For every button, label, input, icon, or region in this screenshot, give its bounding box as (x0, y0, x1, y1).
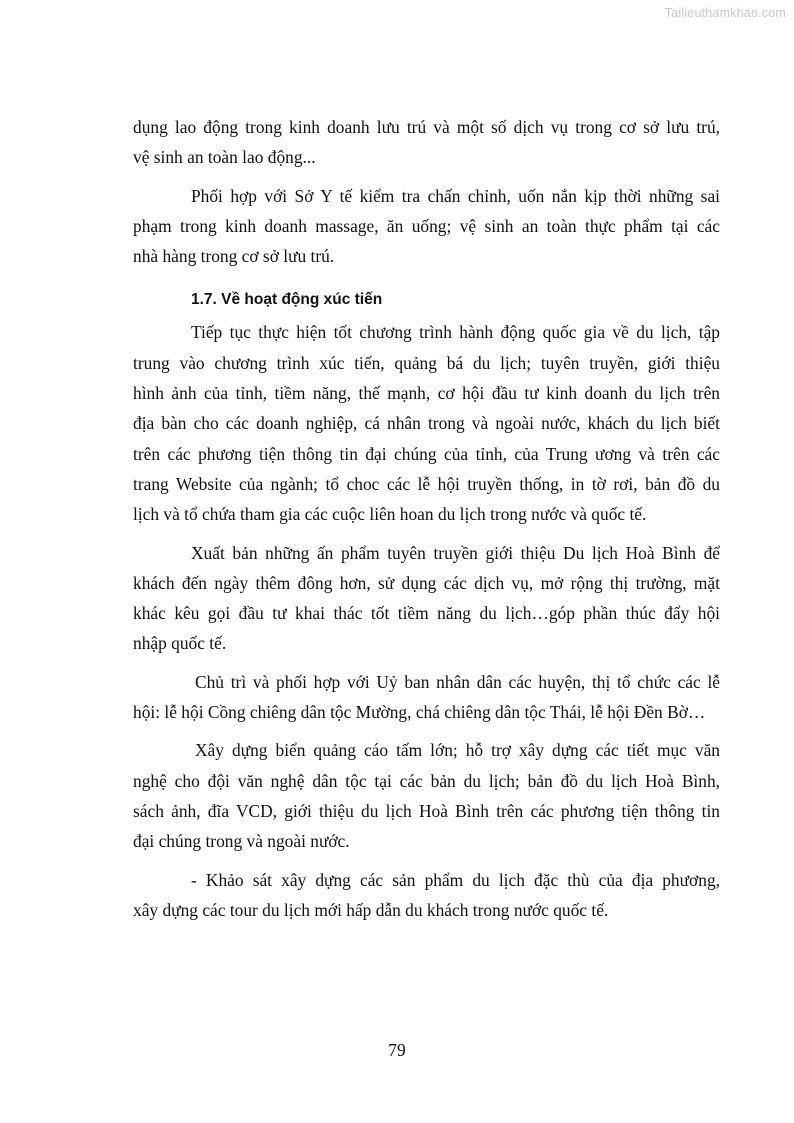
text-line: xây dựng các tour du lịch mới hấp dẫn du khách trong nước quốc tế. (133, 899, 609, 920)
text-line: trên các phương tiện thông tin đại chúng của tỉnh, của Trung ương và trên các (133, 443, 720, 464)
document-body (133, 112, 720, 925)
text-line: khác kêu gọi đầu tư khai thác tốt tiềm năng du lịch…góp phần thúc đẩy hội (133, 603, 720, 624)
text-line: Xây dựng biển quảng cáo tấm lớn; hỗ trợ xây dựng các tiết mục văn (195, 740, 720, 761)
text-line: khách đến ngày thêm đông hơn, sử dụng các dịch vụ, mở rộng thị trường, mặt (133, 572, 720, 593)
text-line: vệ sinh an toàn lao động... (133, 147, 316, 168)
text-line: trang Website của ngành; tổ choc các lễ hội truyền thống, in tờ rơi, bản đồ du (133, 473, 720, 494)
text-line: sách ảnh, đĩa VCD, giới thiệu du lịch Hoà Bình trên các phương tiện thông tin (133, 800, 720, 821)
paragraph (133, 538, 720, 659)
watermark: Tailieuthamkhao.com (664, 6, 786, 20)
paragraph (133, 667, 720, 728)
paragraph (133, 112, 720, 173)
paragraph (133, 181, 720, 272)
section-heading: 1.7. Về hoạt động xúc tiến (191, 291, 383, 309)
text-line: Phối hợp với Sở Y tế kiểm tra chấn chỉnh, uốn nắn kịp thời những sai (191, 185, 720, 206)
text-line: nhà hàng trong cơ sở lưu trú. (133, 246, 335, 267)
paragraph (133, 865, 720, 926)
paragraph (133, 735, 720, 856)
text-line: - Khảo sát xây dựng các sản phẩm du lịch đặc thù của địa phương, (191, 869, 720, 890)
text-line: Chủ trì và phối hợp với Uỷ ban nhân dân các huyện, thị tổ chức các lễ (195, 671, 720, 692)
text-line: Xuất bản những ấn phẩm tuyên truyền giới thiệu Du lịch Hoà Bình để (191, 542, 720, 563)
text-line: hội: lễ hội Cồng chiêng dân tộc Mường, chá chiêng dân tộc Thái, lễ hội Đền Bờ… (133, 702, 706, 723)
page-number: 79 (388, 1040, 406, 1060)
text-line: trung vào chương trình xúc tiến, quảng bá du lịch; tuyên truyền, giới thiệu (133, 352, 720, 373)
text-line: đại chúng trong và ngoài nước. (133, 831, 350, 852)
text-line: nhập quốc tế. (133, 633, 227, 654)
text-line: lịch và tổ chứa tham gia các cuộc liên hoan du lịch trong nước và quốc tế. (133, 504, 647, 525)
text-line: địa bàn cho các doanh nghiệp, cá nhân trong và ngoài nước, khách du lịch biết (133, 413, 720, 434)
text-line: hình ảnh của tỉnh, tiềm năng, thế mạnh, cơ hội đầu tư kinh doanh du lịch trên (133, 383, 720, 404)
text-line: nghệ cho đội văn nghệ dân tộc tại các bản du lịch; bản đồ du lịch Hoà Bình, (133, 770, 720, 791)
paragraph (133, 317, 720, 529)
text-line: Tiếp tục thực hiện tốt chương trình hành động quốc gia về du lịch, tập (191, 322, 720, 343)
text-line: phạm trong kinh doanh massage, ăn uống; vệ sinh an toàn thực phẩm tại các (133, 215, 720, 236)
text-line: dụng lao động trong kinh doanh lưu trú và một số dịch vụ trong cơ sở lưu trú, (133, 117, 720, 137)
